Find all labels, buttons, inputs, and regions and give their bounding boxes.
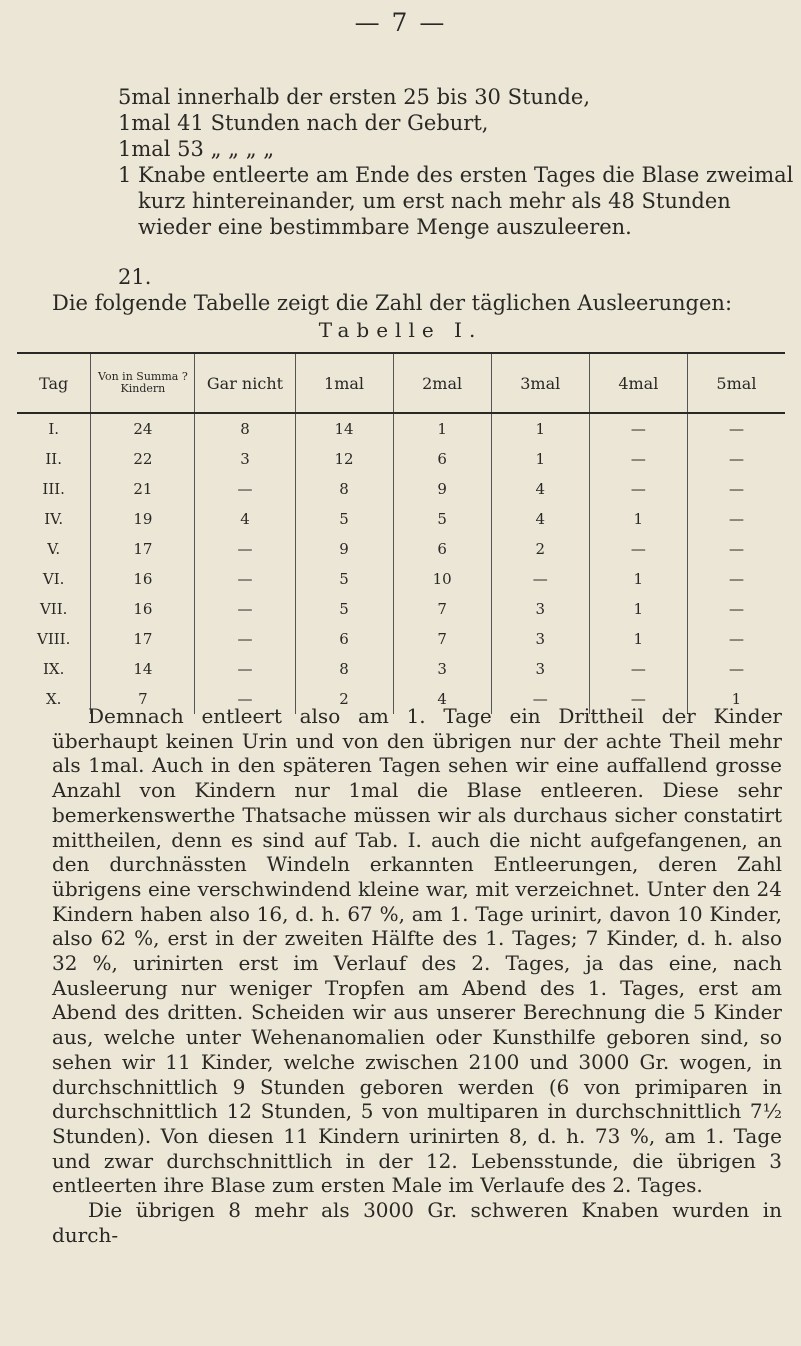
table-cell: 17 xyxy=(91,534,195,564)
table-cell: 9 xyxy=(295,534,393,564)
boy-note-line-2: kurz hintereinander, um erst nach mehr als 48 Stunden xyxy=(138,189,731,213)
table-cell: 6 xyxy=(393,534,491,564)
table-row xyxy=(17,594,785,624)
table-cell: 16 xyxy=(91,564,195,594)
table-cell: — xyxy=(491,564,589,594)
table-cell: — xyxy=(687,474,785,504)
table-row xyxy=(17,654,785,684)
table-cell: — xyxy=(195,594,295,624)
table-cell: 2 xyxy=(491,534,589,564)
table-cell: 1 xyxy=(491,413,589,444)
body-text xyxy=(52,704,782,1247)
table-cell: — xyxy=(687,624,785,654)
table-row xyxy=(17,444,785,474)
table-cell: 4 xyxy=(195,504,295,534)
table-cell: 24 xyxy=(91,413,195,444)
table-cell: 3 xyxy=(491,624,589,654)
top-line-3: 1mal 53 „ „ „ „ xyxy=(118,137,275,161)
table-cell: 16 xyxy=(91,594,195,624)
boy-note-line-1: 1 Knabe entleerte am Ende des ersten Tages die Blase zweimal xyxy=(118,163,794,187)
table-title: Tabelle I. xyxy=(318,318,483,342)
table-cell: 3 xyxy=(393,654,491,684)
table-row xyxy=(17,564,785,594)
table-cell: — xyxy=(195,564,295,594)
section-number: 21. xyxy=(118,265,152,289)
table-cell: 17 xyxy=(91,624,195,654)
header-never: Gar nicht xyxy=(195,353,295,413)
table-cell: IX. xyxy=(42,660,65,678)
table-cell: — xyxy=(195,654,295,684)
table-cell: — xyxy=(589,684,687,714)
table-cell: 12 xyxy=(295,444,393,474)
table-cell: — xyxy=(195,534,295,564)
table-cell: 7 xyxy=(91,684,195,714)
table-cell: 5 xyxy=(295,594,393,624)
table-intro: Die folgende Tabelle zeigt die Zahl der täglichen Ausleerungen: xyxy=(52,291,733,315)
paragraph-2: Die übrigen 8 mehr als 3000 Gr. schweren Knaben wurden in durch- xyxy=(52,1198,782,1247)
table-cell: 5 xyxy=(295,564,393,594)
urination-table xyxy=(17,352,785,714)
table-cell: — xyxy=(195,684,295,714)
table-cell: — xyxy=(589,474,687,504)
table-cell: II. xyxy=(45,450,62,468)
table-cell: 4 xyxy=(491,474,589,504)
table-cell: — xyxy=(589,413,687,444)
table-row xyxy=(17,534,785,564)
table-row xyxy=(17,474,785,504)
table-cell: — xyxy=(589,654,687,684)
table-cell: 6 xyxy=(393,444,491,474)
table-header-row xyxy=(17,353,785,413)
table-cell: VI. xyxy=(42,570,65,588)
table-cell: 5 xyxy=(295,504,393,534)
table-cell: III. xyxy=(42,480,65,498)
table-cell: 1 xyxy=(393,413,491,444)
table-cell: 14 xyxy=(295,413,393,444)
table-cell: — xyxy=(589,444,687,474)
table-cell: — xyxy=(195,624,295,654)
table-cell: — xyxy=(491,684,589,714)
header-once: 1mal xyxy=(295,353,393,413)
header-three: 3mal xyxy=(491,353,589,413)
table-cell: — xyxy=(687,654,785,684)
table-cell: 1 xyxy=(589,504,687,534)
table-cell: 3 xyxy=(491,594,589,624)
header-five: 5mal xyxy=(687,353,785,413)
table-cell: 14 xyxy=(91,654,195,684)
table-cell: 1 xyxy=(491,444,589,474)
page-number: — 7 — xyxy=(354,8,447,37)
table-cell: — xyxy=(687,504,785,534)
table-row xyxy=(17,504,785,534)
table-cell: 21 xyxy=(91,474,195,504)
table-cell: — xyxy=(195,474,295,504)
table-cell: 3 xyxy=(195,444,295,474)
header-total: Von in Summa ? Kindern xyxy=(91,353,195,413)
table-cell: I. xyxy=(48,420,60,438)
header-tag: Tag xyxy=(17,353,91,413)
table-cell: 1 xyxy=(589,624,687,654)
table-cell: 8 xyxy=(295,474,393,504)
paragraph-1: Demnach entleert also am 1. Tage ein Drittheil der Kinder überhaupt keinen Urin und von den übrigen nur der achte Theil mehr als 1mal. Auch in den späteren Tagen sehen wir eine auffallend grosse Anzahl von Kindern nur 1mal die Blase entleeren. Diese sehr bemerkenswerthe Thatsache müssen wir als durchaus sicher constatirt mittheilen, denn es sind auf Tab. I. auch die nicht aufgefangenen, an den durchnässten Windeln erkannten Entleerungen, deren Zahl übrigens eine verschwindend kleine war, mit verzeichnet. Unter den 24 Kindern haben also 16, d. h. 67 %, am 1. Tage urinirt, davon 10 Kinder, also 62 %, erst in der zweiten Hälfte des 1. Tages; 7 Kinder, d. h. also 32 %, urinirten erst im Verlauf des 2. Tages, ja das eine, nach Ausleerung nur weniger Tropfen am Abend des 1. Tages, erst am Abend des dritten. Scheiden wir aus unserer Berechnung die 5 Kinder aus, welche unter Wehenanomalien oder Kunsthilfe geboren sind, so sehen wir 11 Kinder, welche zwischen 2100 und 3000 Gr. wogen, in durchschnittlich 9 Stunden geboren werden (6 von primiparen in durchschnittlich 12 Stunden, 5 von multiparen in durchschnittlich 7½ Stunden). Von diesen 11 Kindern urinirten 8, d. h. 73 %, am 1. Tage und zwar durchschnittlich in der 12. Lebensstunde, die übrigen 3 entleerten ihre Blase zum ersten Male im Verlaufe des 2. Tages. xyxy=(52,704,782,1198)
table-cell: 7 xyxy=(393,594,491,624)
table-cell: — xyxy=(687,444,785,474)
table-cell: 1 xyxy=(589,564,687,594)
table-cell: IV. xyxy=(44,510,64,528)
table-cell: 8 xyxy=(295,654,393,684)
table-cell: 19 xyxy=(91,504,195,534)
table-row xyxy=(17,624,785,654)
table-cell: 6 xyxy=(295,624,393,654)
header-twice: 2mal xyxy=(393,353,491,413)
table-cell: — xyxy=(687,594,785,624)
table-cell: 2 xyxy=(295,684,393,714)
table-cell: — xyxy=(687,564,785,594)
top-line-1: 5mal innerhalb der ersten 25 bis 30 Stunde, xyxy=(118,85,591,109)
table-cell: 7 xyxy=(393,624,491,654)
table-cell: 1 xyxy=(687,684,785,714)
table-cell: — xyxy=(589,534,687,564)
table-cell: 3 xyxy=(491,654,589,684)
table-cell: 22 xyxy=(91,444,195,474)
table-cell: 1 xyxy=(589,594,687,624)
table-cell: — xyxy=(687,413,785,444)
boy-note-line-3: wieder eine bestimmbare Menge auszuleeren. xyxy=(138,215,632,239)
table-cell: 4 xyxy=(393,684,491,714)
table-cell: 10 xyxy=(393,564,491,594)
header-four: 4mal xyxy=(589,353,687,413)
table-cell: 4 xyxy=(491,504,589,534)
table-cell: VII. xyxy=(39,600,68,618)
table-cell: 8 xyxy=(195,413,295,444)
table-cell: 5 xyxy=(393,504,491,534)
table-cell: VIII. xyxy=(36,630,71,648)
top-line-2: 1mal 41 Stunden nach der Geburt, xyxy=(118,111,489,135)
table-cell: — xyxy=(687,534,785,564)
table-cell: 9 xyxy=(393,474,491,504)
table-cell: X. xyxy=(45,690,62,708)
table-row xyxy=(17,413,785,444)
table-cell: V. xyxy=(47,540,61,558)
